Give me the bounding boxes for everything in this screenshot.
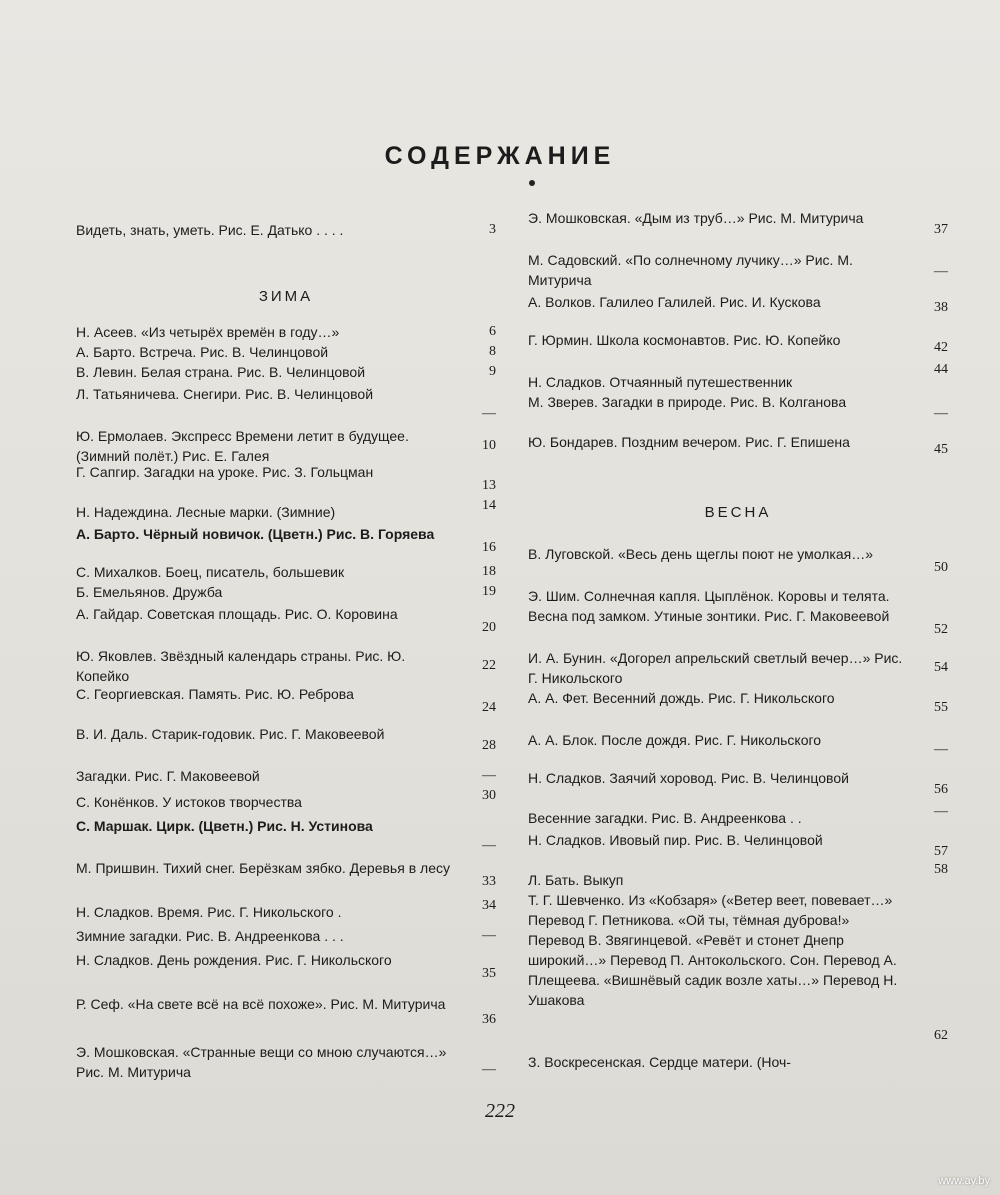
toc-entry	[528, 862, 948, 890]
toc-entry	[76, 950, 496, 981]
toc-entry-text: Н. Сладков. Ивовый пир. Рис. В. Челинцовой	[528, 832, 823, 848]
toc-entry-page: 33	[482, 874, 496, 889]
toc-entry	[528, 768, 948, 797]
toc-entry	[76, 582, 496, 602]
toc-entry-text: М. Зверев. Загадки в природе. Рис. В. Колганова	[528, 394, 847, 410]
toc-entry	[76, 994, 496, 1027]
toc-entry	[528, 730, 948, 757]
toc-entry-page: 3	[489, 222, 496, 237]
toc-entry-page: 18	[482, 564, 496, 579]
section-heading-vesna: ВЕСНА	[704, 504, 772, 521]
toc-entry-page: 35	[482, 966, 496, 981]
title-ornament	[529, 180, 535, 186]
toc-entry-text: М. Пришвин. Тихий снег. Берёзкам зябко. Деревья в лесу	[76, 860, 450, 876]
toc-entry	[76, 362, 496, 382]
toc-entry-page: —	[482, 928, 496, 943]
toc-entry-text: А. А. Фет. Весенний дождь. Рис. Г. Никольского	[528, 690, 835, 706]
toc-entry-text: М. Садовский. «По солнечному лучику…» Рис. М. Митурича	[528, 252, 853, 288]
toc-entry-text: Л. Бать. Выкуп	[528, 872, 624, 888]
toc-entry-text: Л. Татьяничева. Снегири. Рис. В. Челинцовой	[76, 386, 374, 402]
toc-entry-page: 57	[934, 844, 948, 859]
toc-entry-text: Видеть, знать, уметь. Рис. Е. Датько . . . .	[76, 222, 344, 238]
toc-entry-page: 14	[482, 498, 496, 513]
toc-entry-page: 8	[489, 344, 496, 359]
toc-entry	[76, 604, 496, 635]
toc-entry-text: В. Луговской. «Весь день щеглы поют не умолкая…»	[528, 546, 873, 562]
toc-entry	[528, 432, 948, 457]
toc-entry-page: 9	[489, 364, 496, 379]
toc-entry-text: З. Воскресенская. Сердце матери. (Ноч-	[528, 1054, 791, 1070]
toc-entry-text: Г. Юрмин. Школа космонавтов. Рис. Ю. Копейко	[528, 332, 841, 348]
toc-entry-page: —	[934, 742, 948, 757]
toc-entry-text: Весенние загадки. Рис. В. Андреенкова . .	[528, 810, 802, 826]
toc-entry	[528, 544, 948, 575]
toc-entry-page: 56	[934, 782, 948, 797]
toc-entry-page: 10	[482, 438, 496, 453]
toc-entry-text: Н. Надеждина. Лесные марки. (Зимние)	[76, 504, 336, 520]
toc-entry-text: И. А. Бунин. «Догорел апрельский светлый вечер…» Рис. Г. Никольского	[528, 650, 903, 686]
toc-entry	[528, 330, 948, 355]
page-number: 222	[485, 1100, 515, 1122]
toc-entry-text: С. Конёнков. У истоков творчества	[76, 794, 302, 810]
toc-entry-text: Загадки. Рис. Г. Маковеевой	[76, 768, 260, 784]
toc-entry-page: 20	[482, 620, 496, 635]
toc-entry	[76, 498, 496, 522]
toc-entry	[76, 646, 496, 686]
toc-entry-text: А. Волков. Галилео Галилей. Рис. И. Кускова	[528, 294, 821, 310]
toc-entry-page: 22	[482, 658, 496, 673]
toc-entry	[76, 426, 496, 466]
toc-entry-page: 38	[934, 300, 948, 315]
toc-entry-text: Н. Сладков. Время. Рис. Г. Никольского .	[76, 904, 342, 920]
toc-entry	[76, 462, 496, 493]
toc-entry	[76, 766, 496, 786]
toc-entry	[76, 322, 496, 342]
toc-entry	[76, 898, 496, 922]
toc-entry-page: —	[482, 406, 496, 421]
toc-entry	[76, 220, 496, 240]
toc-entry-text: Э. Мошковская. «Дым из труб…» Рис. М. Митурича	[528, 210, 864, 226]
toc-entry-text: С. Маршак. Цирк. (Цветн.) Рис. Н. Устинова	[76, 818, 373, 834]
toc-entry-text: Ю. Яковлев. Звёздный календарь страны. Рис. Ю. Копейко	[76, 648, 406, 684]
toc-entry-page: 44	[934, 362, 948, 377]
toc-entry	[76, 816, 496, 853]
toc-entry-text: Т. Г. Шевченко. Из «Кобзаря» («Ветер веет, повевает…» Перевод Г. Петникова. «Ой ты, тёмная дуброва!» Перевод В. Звягинцевой. «Ревёт и стонет Днепр широкий…» Перевод П. Антокольского. Сон. Перевод А. Плещеева. «Вишнёвый садик возле хаты…» Перевод Н. Ушакова	[528, 892, 898, 1008]
toc-entry-text: С. Михалков. Боец, писатель, большевик	[76, 564, 345, 580]
watermark: www.ay.by	[938, 1175, 990, 1187]
section-heading-zima: ЗИМА	[258, 288, 314, 305]
toc-entry-text: Н. Асеев. «Из четырёх времён в году…»	[76, 324, 340, 340]
toc-entry	[528, 392, 948, 421]
toc-entry	[528, 250, 948, 290]
toc-entry	[76, 524, 496, 555]
toc-entry	[76, 1042, 496, 1082]
toc-entry	[528, 830, 948, 859]
toc-entry-page: 19	[482, 584, 496, 599]
toc-entry-page: —	[482, 838, 496, 853]
toc-entry	[76, 788, 496, 812]
toc-entry-page: 34	[482, 898, 496, 913]
toc-entry	[528, 890, 948, 1043]
toc-entry-page: 36	[482, 1012, 496, 1027]
toc-entry-page: 45	[934, 442, 948, 457]
toc-entry	[76, 724, 496, 753]
toc-entry-text: Р. Сеф. «На свете всё на всё похоже». Рис. М. Митурича	[76, 996, 446, 1012]
toc-entry	[76, 562, 496, 582]
toc-entry-page: 55	[934, 700, 948, 715]
toc-entry-text: В. И. Даль. Старик-годовик. Рис. Г. Маковеевой	[76, 726, 385, 742]
toc-entry-page: 24	[482, 700, 496, 715]
toc-entry-text: С. Георгиевская. Память. Рис. Ю. Реброва	[76, 686, 354, 702]
toc-entry-page: 37	[934, 222, 948, 237]
toc-entry-text: Н. Сладков. Заячий хоровод. Рис. В. Челинцовой	[528, 770, 849, 786]
toc-entry-text: В. Левин. Белая страна. Рис. В. Челинцовой	[76, 364, 366, 380]
toc-entry-page: —	[934, 264, 948, 279]
toc-entry	[528, 362, 948, 392]
toc-entry-text: Ю. Ермолаев. Экспресс Времени летит в будущее. (Зимний полёт.) Рис. Е. Галея	[76, 428, 409, 464]
toc-entry-page: 50	[934, 560, 948, 575]
toc-entry-page: 42	[934, 340, 948, 355]
toc-entry-page: 28	[482, 738, 496, 753]
toc-entry-text: А. Барто. Встреча. Рис. В. Челинцовой	[76, 344, 329, 360]
toc-entry	[528, 688, 948, 715]
toc-entry	[76, 926, 496, 946]
toc-entry-page: 30	[482, 788, 496, 803]
toc-entry-page: 13	[482, 478, 496, 493]
toc-entry	[76, 858, 496, 889]
toc-entry-page: 52	[934, 622, 948, 637]
page-title: СОДЕРЖАНИЕ	[384, 142, 616, 170]
toc-entry	[528, 648, 948, 688]
toc-entry-text: А. Гайдар. Советская площадь. Рис. О. Коровина	[76, 606, 398, 622]
toc-entry-text: Г. Сапгир. Загадки на уроке. Рис. З. Гольцман	[76, 464, 374, 480]
toc-entry	[528, 292, 948, 315]
toc-entry-page: 58	[934, 862, 948, 877]
toc-entry-text: Зимние загадки. Рис. В. Андреенкова . . .	[76, 928, 344, 944]
toc-entry	[528, 1052, 948, 1072]
toc-entry	[528, 804, 948, 828]
toc-entry-page: 54	[934, 660, 948, 675]
toc-entry	[528, 586, 948, 637]
toc-entry-page: 6	[489, 324, 496, 339]
toc-entry	[76, 342, 496, 362]
toc-entry-page: —	[934, 804, 948, 819]
toc-entry-text: Ю. Бондарев. Поздним вечером. Рис. Г. Епишена	[528, 434, 850, 450]
toc-entry-page: —	[482, 1062, 496, 1077]
toc-entry-text: Н. Сладков. Отчаянный путешественник	[528, 374, 793, 390]
toc-entry-text: Э. Шим. Солнечная капля. Цыплёнок. Коровы и телята. Весна под замком. Утиные зонтики. Рис. Г. Маковеевой	[528, 588, 890, 624]
toc-entry-text: А. А. Блок. После дождя. Рис. Г. Никольского	[528, 732, 822, 748]
toc-entry-page: —	[934, 406, 948, 421]
toc-entry-text: А. Барто. Чёрный новичок. (Цветн.) Рис. В. Горяева	[76, 526, 435, 542]
toc-entry-page: 62	[934, 1028, 948, 1043]
toc-entry-text: Э. Мошковская. «Странные вещи со мною случаются…» Рис. М. Митурича	[76, 1044, 447, 1080]
toc-entry-text: Б. Емельянов. Дружба	[76, 584, 223, 600]
toc-entry-page: —	[482, 768, 496, 783]
toc-entry	[76, 384, 496, 421]
toc-entry-text: Н. Сладков. День рождения. Рис. Г. Никольского	[76, 952, 392, 968]
toc-entry	[76, 684, 496, 715]
toc-entry	[528, 208, 948, 237]
toc-entry-page: 16	[482, 540, 496, 555]
